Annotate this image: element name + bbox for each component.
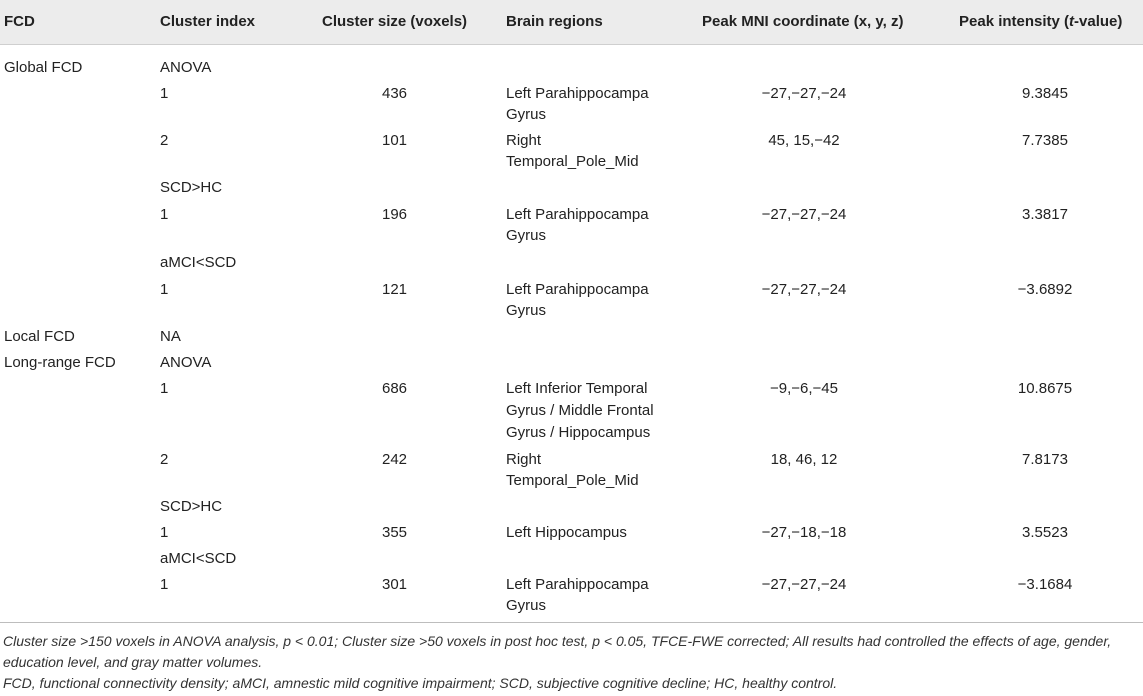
peak-mni: −27,−27,−24 bbox=[761, 576, 847, 593]
peak-intensity: 7.7385 bbox=[1022, 132, 1068, 149]
group-label-long-range-fcd: Long-range FCD bbox=[4, 354, 116, 371]
peak-intensity: −3.1684 bbox=[1017, 576, 1073, 593]
peak-intensity: 7.8173 bbox=[1022, 451, 1068, 468]
peak-mni: −27,−27,−24 bbox=[761, 206, 847, 223]
cluster-size: 121 bbox=[381, 281, 408, 298]
brain-region-line: Right bbox=[506, 451, 542, 468]
brain-region-line: Gyrus bbox=[506, 106, 547, 123]
table-bottom-rule bbox=[0, 622, 1143, 623]
cluster-size: 101 bbox=[381, 132, 408, 149]
cluster-index: 1 bbox=[160, 281, 169, 298]
peak-intensity: 9.3845 bbox=[1022, 85, 1068, 102]
brain-region-line: Temporal_Pole_Mid bbox=[506, 472, 639, 489]
cluster-index: 1 bbox=[160, 85, 169, 102]
cluster-index: 1 bbox=[160, 524, 169, 541]
contrast-label: ANOVA bbox=[160, 354, 212, 371]
cluster-index: 1 bbox=[160, 576, 169, 593]
contrast-label: SCD>HC bbox=[160, 498, 223, 515]
contrast-label: SCD>HC bbox=[160, 179, 223, 196]
brain-region-line: Left Parahippocampa bbox=[506, 576, 649, 593]
cluster-index: 1 bbox=[160, 206, 169, 223]
peak-intensity: −3.6892 bbox=[1017, 281, 1073, 298]
header-peak-intensity-t: t bbox=[1069, 13, 1075, 30]
cluster-size: 436 bbox=[381, 85, 408, 102]
peak-mni: 18, 46, 12 bbox=[770, 451, 838, 468]
brain-region-line: Left Inferior Temporal bbox=[506, 380, 648, 397]
brain-region-line: Temporal_Pole_Mid bbox=[506, 153, 639, 170]
header-brain-regions: Brain regions bbox=[506, 13, 603, 30]
contrast-label: aMCI<SCD bbox=[160, 550, 237, 567]
brain-region-line: Right bbox=[506, 132, 542, 149]
brain-region-line: Left Parahippocampa bbox=[506, 206, 649, 223]
brain-region-line: Gyrus bbox=[506, 227, 547, 244]
brain-region-line: Gyrus / Hippocampus bbox=[506, 424, 651, 441]
cluster-index: 2 bbox=[160, 451, 169, 468]
contrast-label: ANOVA bbox=[160, 59, 212, 76]
header-fcd: FCD bbox=[4, 13, 35, 30]
peak-intensity: 3.5523 bbox=[1022, 524, 1068, 541]
footnote-line: Cluster size >150 voxels in ANOVA analysis, p < 0.01; Cluster size >50 voxels in post hoc test, p < 0.05, TFCE-FWE corrected; All results had controlled the effects of age, gender, bbox=[3, 633, 1112, 649]
cluster-index: 2 bbox=[160, 132, 169, 149]
cluster-size: 242 bbox=[381, 451, 408, 468]
footnote-line: FCD, functional connectivity density; aMCI, amnestic mild cognitive impairment; SCD, subjective cognitive decline; HC, healthy control. bbox=[3, 675, 838, 691]
brain-region-line: Gyrus bbox=[506, 597, 547, 614]
cluster-size: 301 bbox=[381, 576, 408, 593]
header-cluster-size: Cluster size (voxels) bbox=[322, 13, 468, 30]
peak-mni: −27,−27,−24 bbox=[761, 85, 847, 102]
brain-region-line: Left Parahippocampa bbox=[506, 281, 649, 298]
brain-region-line: Gyrus bbox=[506, 302, 547, 319]
header-peak-mni: Peak MNI coordinate (x, y, z) bbox=[702, 13, 904, 30]
peak-mni: −9,−6,−45 bbox=[770, 380, 838, 397]
peak-mni: −27,−27,−24 bbox=[761, 281, 847, 298]
peak-mni: −27,−18,−18 bbox=[761, 524, 847, 541]
cluster-size: 355 bbox=[381, 524, 408, 541]
header-peak-intensity-prefix: Peak intensity ( bbox=[959, 13, 1070, 30]
brain-region-line: Left Parahippocampa bbox=[506, 85, 649, 102]
brain-region-line: Left Hippocampus bbox=[506, 524, 627, 541]
header-peak-intensity bbox=[959, 11, 1122, 33]
brain-region-line: Gyrus / Middle Frontal bbox=[506, 402, 654, 419]
footnote-line: education level, and gray matter volumes. bbox=[3, 654, 263, 670]
peak-intensity: 3.3817 bbox=[1022, 206, 1068, 223]
peak-mni: 45, 15,−42 bbox=[768, 132, 840, 149]
cluster-size: 196 bbox=[381, 206, 408, 223]
table-header-row bbox=[0, 0, 1143, 45]
peak-intensity: 10.8675 bbox=[1017, 380, 1073, 397]
header-peak-intensity-suffix: -value) bbox=[1074, 13, 1123, 30]
contrast-label: aMCI<SCD bbox=[160, 254, 237, 271]
header-cluster-index: Cluster index bbox=[160, 13, 256, 30]
cluster-index: 1 bbox=[160, 380, 169, 397]
cluster-size: 686 bbox=[381, 380, 408, 397]
contrast-label: NA bbox=[160, 328, 181, 345]
group-label-local-fcd: Local FCD bbox=[4, 328, 75, 345]
group-label-global-fcd: Global FCD bbox=[4, 59, 83, 76]
